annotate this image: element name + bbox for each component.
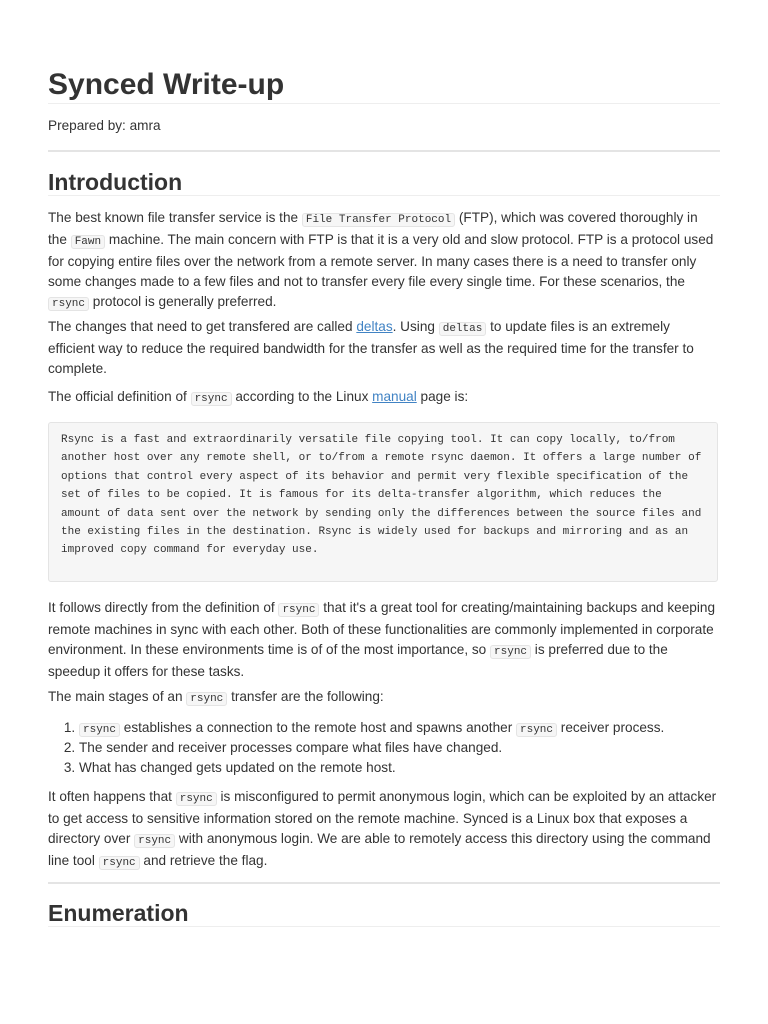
inline-code: rsync [176,792,217,806]
text: It often happens that [48,789,176,804]
text: (FTP), which was covered thoroughly in the [48,210,698,247]
section-heading-enumeration: Enumeration [48,898,720,927]
list-item: 3. What has changed gets updated on the remote host. [79,758,751,778]
text: The best known file transfer service is the [48,210,302,225]
rsync-definition-block: Rsync is a fast and extraordinarily versatile file copying tool. It can copy locally, to/from another host over any remote shell, or to/from a remote rsync daemon. It offers a large number of options that control every aspect of its behavior and permit very flexible specification of the set of files to be copied. It is famous for its delta-transfer algorithm, which reduces the amount of data sent over the network by sending only the differences between the source files and the existing files in the destination. Rsync is widely used for backups and mirroring and as an improved copy command for everyday use. [48,422,718,582]
text: The main stages of an [48,689,187,704]
page-title: Synced Write-up [48,66,720,104]
text: establishes a connection to the remote host and spawns another [120,720,516,735]
text: that it's a great tool for creating/maintaining backups and keeping remote machines in sync with each other. Both of these functionalities are commonly implemented in corporate environment. In these environments time is of of the most importance, so [48,600,715,657]
inline-code: rsync [79,723,120,737]
section-heading-introduction: Introduction [48,167,720,196]
text: . Using [392,319,439,334]
text: It follows directly from the definition of [48,600,279,615]
list-item: 2. The sender and receiver processes compare what files have changed. [79,738,751,758]
manual-link[interactable]: manual [372,389,417,404]
paragraph-intro [48,208,720,314]
inline-code: rsync [516,723,557,737]
paragraph-misconfig [48,787,720,873]
inline-code: rsync [134,834,175,848]
paragraph-definition [48,387,720,409]
list-item [79,718,751,738]
text: with anonymous login. We are able to remotely access this directory using the command line tool [48,831,711,868]
text: transfer are the following: [227,689,384,704]
inline-code: rsync [186,692,227,706]
divider [48,150,720,152]
inline-code: Fawn [71,235,105,249]
author-line: Prepared by: amra [48,118,161,133]
text: receiver process. [557,720,665,735]
inline-code: rsync [191,392,232,406]
paragraph-deltas [48,317,720,379]
inline-code: deltas [439,322,487,336]
text: protocol is generally preferred. [89,294,277,309]
deltas-link[interactable]: deltas [356,319,393,334]
paragraph-usage [48,598,720,682]
paragraph-stages [48,687,720,709]
inline-code: File Transfer Protocol [302,213,455,227]
text: to update files is an extremely efficient way to reduce the required bandwidth for the transfer as well as the required time for the transfer to complete. [48,319,694,376]
stages-list [48,718,751,778]
text: and retrieve the flag. [139,853,268,868]
inline-code: rsync [48,297,89,311]
text: machine. The main concern with FTP is that it is a very old and slow protocol. FTP is a protocol used for copying entire files over the network from a remote server. In many cases there is a need to transfer only some changes made to a few files and not to transfer every file every single time. For these scenarios, the [48,232,714,289]
text: The official definition of [48,389,191,404]
inline-code: rsync [99,856,140,870]
text: The changes that need to get transfered are called [48,319,357,334]
text: page is: [416,389,469,404]
text: is preferred due to the speedup it offers for these tasks. [48,642,668,679]
inline-code: rsync [490,645,531,659]
divider [48,882,720,884]
inline-code: rsync [278,603,319,617]
text: according to the Linux [231,389,373,404]
text: is misconfigured to permit anonymous login, which can be exploited by an attacker to get access to sensitive information stored on the remote machine. Synced is a Linux box that exposes a directory over [48,789,717,846]
